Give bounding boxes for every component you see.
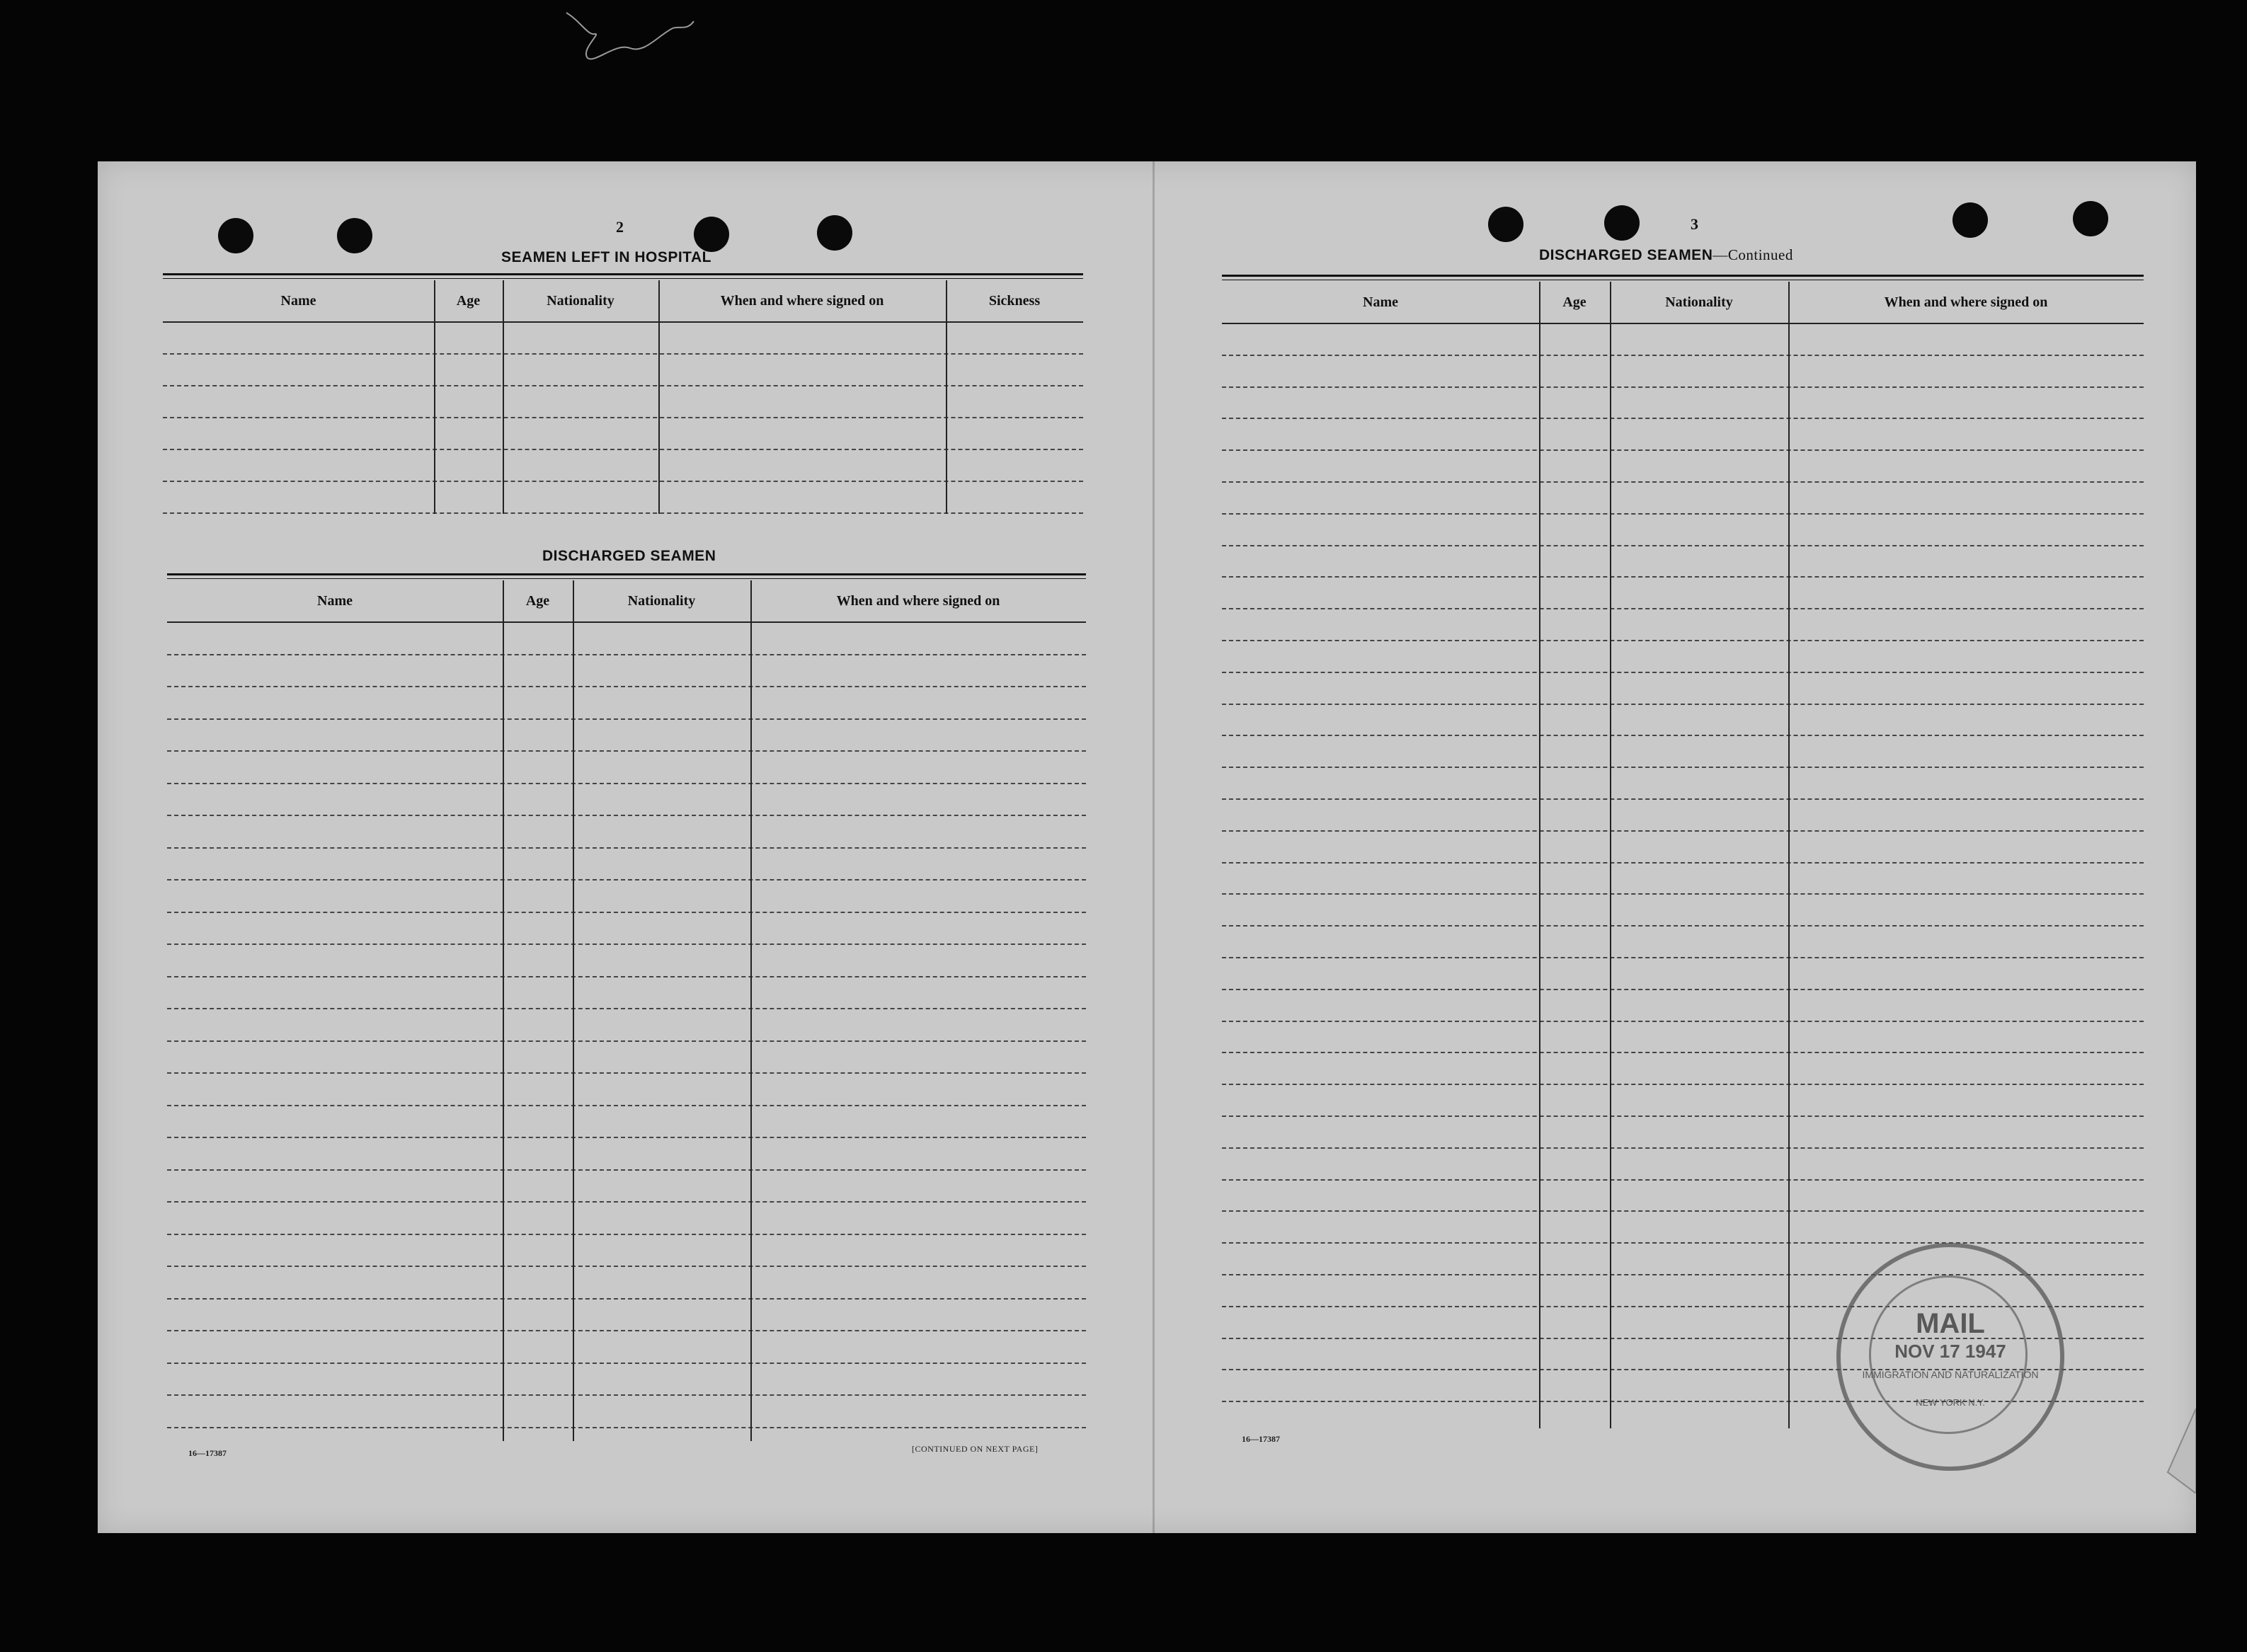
- table-row: [167, 1137, 1086, 1138]
- table-top-rule: [1222, 275, 2144, 277]
- column-divider: [573, 580, 574, 1441]
- punch-hole: [1488, 207, 1523, 242]
- punch-hole: [337, 218, 372, 253]
- table-row: [167, 1169, 1086, 1171]
- stamp-word: MAIL: [1916, 1308, 1985, 1339]
- column-divider: [1610, 282, 1611, 1428]
- table-row: [167, 718, 1086, 720]
- table-row: [167, 1298, 1086, 1300]
- table-row: [1222, 1052, 2144, 1053]
- column-header: Name: [280, 293, 316, 309]
- table-row: [1222, 925, 2144, 927]
- table-row: [1222, 957, 2144, 958]
- form-number-left: 16—17387: [188, 1448, 227, 1458]
- table-row: [167, 1008, 1086, 1009]
- column-divider: [946, 280, 947, 514]
- table-row: [1222, 1084, 2144, 1085]
- table-top-rule: [163, 273, 1083, 275]
- pen-scribble: [552, 7, 708, 71]
- table-row: [167, 686, 1086, 687]
- header-rule: [163, 321, 1083, 323]
- column-header: Nationality: [1665, 294, 1733, 310]
- table-row: [163, 417, 1083, 418]
- table-top-rule-thin: [167, 578, 1086, 579]
- table-row: [167, 1234, 1086, 1235]
- table-row: [167, 879, 1086, 881]
- table-row: [1222, 704, 2144, 705]
- table-row: [167, 1363, 1086, 1364]
- table-row: [163, 481, 1083, 482]
- table-row: [1222, 1242, 2144, 1244]
- punch-hole: [817, 215, 852, 251]
- table-row: [167, 750, 1086, 752]
- table-row: [1222, 355, 2144, 356]
- table-row: [167, 943, 1086, 945]
- table-top-rule-thin: [163, 278, 1083, 279]
- table-row: [167, 1394, 1086, 1396]
- table-row: [167, 654, 1086, 655]
- column-header: Age: [525, 593, 550, 609]
- table-row: [1222, 418, 2144, 419]
- column-divider: [434, 280, 435, 514]
- stamp-date: NOV 17 1947: [1894, 1341, 2006, 1362]
- punch-hole: [218, 218, 253, 253]
- table-row: [167, 1105, 1086, 1106]
- column-header: Sickness: [988, 293, 1041, 309]
- punch-hole: [1952, 202, 1988, 238]
- table-row: [167, 1040, 1086, 1042]
- column-divider: [1539, 282, 1540, 1428]
- table-row: [167, 976, 1086, 977]
- table-row: [1222, 545, 2144, 546]
- discharged-continued-title-suffix: —Continued: [1713, 246, 1793, 263]
- punch-hole: [1604, 205, 1640, 241]
- table-row: [167, 1072, 1086, 1074]
- table-row: [1222, 1179, 2144, 1181]
- table-row: [163, 449, 1083, 450]
- hospital-section-title: SEAMEN LEFT IN HOSPITAL: [501, 249, 711, 265]
- table-row: [163, 353, 1083, 355]
- torn-corner: [2154, 1409, 2196, 1493]
- table-row: [1222, 830, 2144, 832]
- column-header: Nationality: [547, 293, 614, 309]
- column-header: Nationality: [627, 593, 696, 609]
- column-divider: [503, 280, 504, 514]
- table-row: [1222, 449, 2144, 451]
- column-divider: [658, 280, 660, 514]
- table-row: [1222, 735, 2144, 736]
- table-row: [167, 912, 1086, 913]
- table-row: [167, 1330, 1086, 1331]
- column-header: Name: [1363, 294, 1398, 310]
- table-row: [1222, 608, 2144, 609]
- punch-hole: [2073, 201, 2108, 236]
- table-row: [1222, 989, 2144, 990]
- punch-hole: [694, 217, 729, 252]
- table-row: [163, 385, 1083, 386]
- discharged-section-title: DISCHARGED SEAMEN: [542, 548, 716, 564]
- stamp-city: NEW YORK N.Y.: [1916, 1397, 1985, 1408]
- table-row: [1222, 1147, 2144, 1149]
- discharged-seamen-continued-table: [1222, 275, 2144, 1428]
- column-header: When and where signed on: [836, 593, 1000, 609]
- table-row: [167, 783, 1086, 784]
- column-header: When and where signed on: [720, 293, 884, 309]
- stamp-agency: IMMIGRATION AND NATURALIZATION: [1862, 1369, 2039, 1380]
- page-number-left: 2: [616, 218, 624, 236]
- table-row: [163, 512, 1083, 514]
- seamen-left-in-hospital-table: [163, 273, 1083, 514]
- table-row: [1222, 1115, 2144, 1117]
- center-fold: [1153, 161, 1155, 1533]
- table-row: [167, 1427, 1086, 1428]
- table-row: [1222, 481, 2144, 483]
- page-number-right: 3: [1691, 215, 1698, 233]
- header-rule: [167, 621, 1086, 623]
- column-header: When and where signed on: [1884, 294, 2048, 310]
- table-row: [1222, 767, 2144, 768]
- discharged-seamen-table: [167, 573, 1086, 1441]
- column-divider: [1788, 282, 1790, 1428]
- discharged-continued-title-main: DISCHARGED SEAMEN: [1539, 247, 1713, 263]
- table-row: [1222, 862, 2144, 864]
- table-row: [1222, 386, 2144, 388]
- table-row: [1222, 513, 2144, 515]
- column-header: Age: [1562, 294, 1586, 310]
- table-row: [1222, 576, 2144, 578]
- table-top-rule: [167, 573, 1086, 575]
- table-row: [167, 847, 1086, 849]
- column-divider: [503, 580, 504, 1441]
- continued-on-next-page-note: [CONTINUED ON NEXT PAGE]: [912, 1444, 1039, 1454]
- table-row: [167, 815, 1086, 816]
- table-row: [167, 1201, 1086, 1203]
- table-row: [1222, 1210, 2144, 1212]
- discharged-continued-title: [1539, 246, 1793, 264]
- column-divider: [750, 580, 752, 1441]
- table-row: [1222, 640, 2144, 641]
- table-row: [1222, 798, 2144, 800]
- form-number-right: 16—17387: [1242, 1434, 1280, 1444]
- header-rule: [1222, 323, 2144, 324]
- table-row: [1222, 893, 2144, 895]
- immigration-mail-stamp: [1836, 1243, 2064, 1471]
- table-row: [167, 1266, 1086, 1267]
- column-header: Name: [317, 593, 353, 609]
- table-row: [1222, 672, 2144, 673]
- column-header: Age: [456, 293, 481, 309]
- table-row: [1222, 1021, 2144, 1022]
